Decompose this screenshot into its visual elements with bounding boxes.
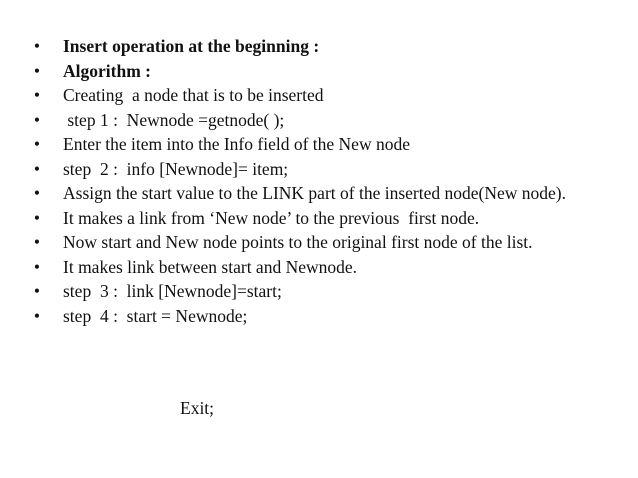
bullet-text: step 1 : Newnode =getnode( ); <box>63 109 285 130</box>
bullet-text: Creating a node that is to be inserted <box>63 85 324 105</box>
exit-text: Exit; <box>180 398 215 418</box>
bullet-icon: • <box>33 281 41 301</box>
bullet-icon: • <box>33 183 41 203</box>
bullet-item <box>28 132 608 157</box>
bullet-icon: • <box>33 134 41 154</box>
bullet-text: Enter the item into the Info field of the New node <box>63 134 410 154</box>
bullet-item <box>28 304 608 329</box>
bullet-item <box>28 279 608 304</box>
bullet-text: Algorithm : <box>63 60 151 81</box>
bullet-icon: • <box>33 60 41 81</box>
bullet-item <box>28 181 608 206</box>
bullet-text: Now start and New node points to the original first node of the list. <box>63 232 533 252</box>
bullet-icon: • <box>33 85 41 105</box>
bullet-icon: • <box>33 305 41 326</box>
bullet-item <box>28 255 608 280</box>
bullet-item-insert-heading <box>28 34 608 59</box>
bullet-icon: • <box>33 232 41 252</box>
bullet-icon: • <box>33 207 41 228</box>
bullet-item-algorithm-heading <box>28 59 608 84</box>
bullet-text: step 2 : info [Newnode]= item; <box>63 158 289 179</box>
bullet-icon: • <box>33 36 41 56</box>
bullet-item <box>28 206 608 231</box>
bullet-icon: • <box>33 158 41 179</box>
bullet-text: It makes a link from ‘New node’ to the previous first node. <box>63 207 480 228</box>
bullet-item <box>28 108 608 133</box>
bullet-item <box>28 230 608 255</box>
bullet-text: step 3 : link [Newnode]=start; <box>63 281 282 301</box>
bullet-icon: • <box>33 256 41 277</box>
bullet-list <box>28 34 608 328</box>
bullet-item <box>28 83 608 108</box>
bullet-item <box>28 157 608 182</box>
bullet-text: step 4 : start = Newnode; <box>63 305 248 326</box>
bullet-text: Assign the start value to the LINK part of the inserted node(New node). <box>63 183 566 203</box>
bullet-icon: • <box>33 109 41 130</box>
bullet-text: Insert operation at the beginning : <box>63 36 320 56</box>
bullet-text: It makes link between start and Newnode. <box>63 256 358 277</box>
